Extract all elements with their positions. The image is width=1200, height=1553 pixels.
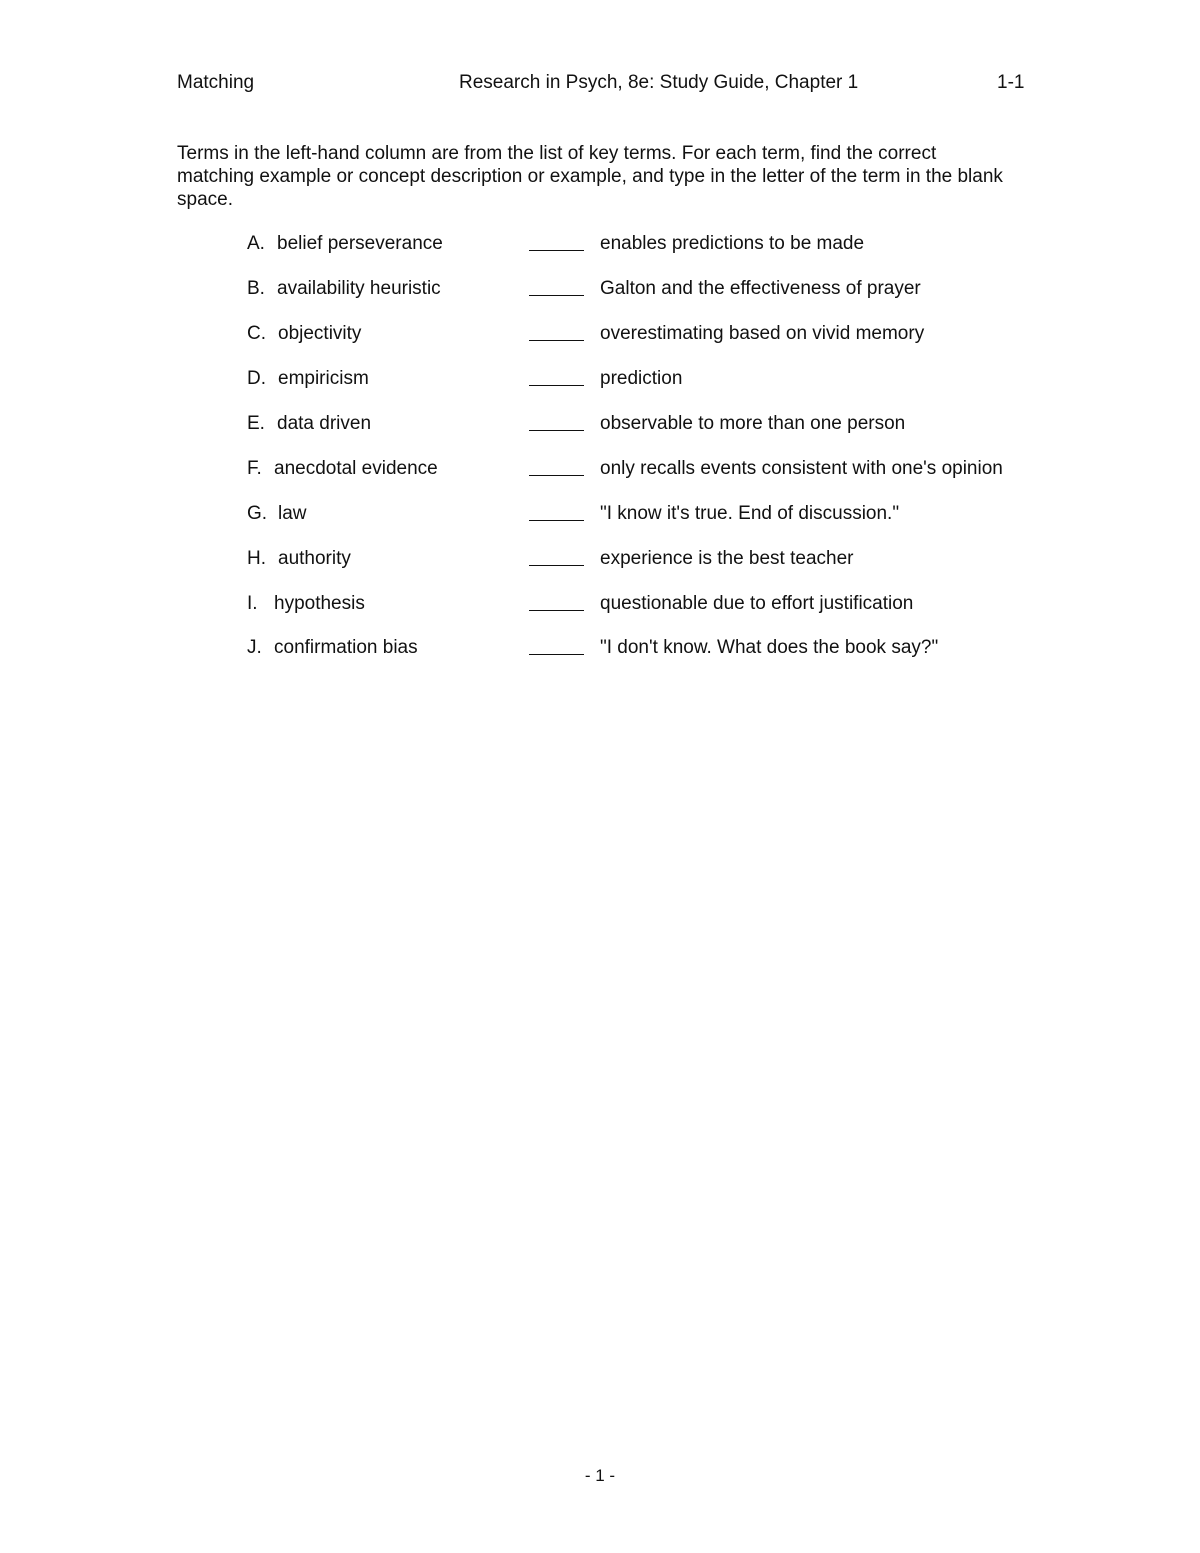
match-description: questionable due to effort justification	[600, 593, 914, 614]
match-description: overestimating based on vivid memory	[600, 323, 925, 344]
term-text: confirmation bias	[274, 637, 418, 658]
term-text: hypothesis	[274, 593, 365, 614]
matching-row	[0, 367, 1200, 391]
answer-blank[interactable]	[529, 475, 584, 476]
match-description: "I know it's true. End of discussion."	[600, 503, 900, 524]
match-description: experience is the best teacher	[600, 548, 854, 569]
instructions-paragraph: Terms in the left-hand column are from the list of key terms. For each term, find the correct matching example or concept description or example, and type in the letter of the term in the blank space.	[177, 143, 1003, 210]
answer-blank[interactable]	[529, 654, 584, 655]
matching-row	[0, 547, 1200, 571]
page-number: - 1 -	[584, 1466, 616, 1485]
answer-blank[interactable]	[529, 610, 584, 611]
answer-blank[interactable]	[529, 250, 584, 251]
term-letter: D.	[247, 368, 266, 389]
matching-row	[0, 412, 1200, 436]
answer-blank[interactable]	[529, 295, 584, 296]
term-text: data driven	[277, 413, 372, 434]
term-text: anecdotal evidence	[274, 458, 438, 479]
term-text: belief perseverance	[277, 233, 443, 254]
matching-row	[0, 277, 1200, 301]
match-description: only recalls events consistent with one's opinion	[600, 458, 1003, 479]
term-letter: C.	[247, 323, 266, 344]
term-letter: A.	[247, 233, 265, 254]
matching-row	[0, 457, 1200, 481]
term-letter: E.	[247, 413, 265, 434]
term-letter: F.	[247, 458, 262, 479]
term-text: authority	[278, 548, 351, 569]
header-section-label: Matching	[177, 72, 255, 93]
term-text: law	[278, 503, 307, 524]
term-letter: B.	[247, 278, 265, 299]
answer-blank[interactable]	[529, 385, 584, 386]
match-description: prediction	[600, 368, 683, 389]
match-description: Galton and the effectiveness of prayer	[600, 278, 921, 299]
term-text: empiricism	[278, 368, 369, 389]
matching-row	[0, 592, 1200, 616]
term-letter: J.	[247, 637, 262, 658]
match-description: enables predictions to be made	[600, 233, 865, 254]
matching-row	[0, 636, 1200, 660]
matching-row	[0, 232, 1200, 256]
term-text: objectivity	[278, 323, 362, 344]
answer-blank[interactable]	[529, 340, 584, 341]
header-page-ref: 1-1	[997, 72, 1025, 93]
matching-row	[0, 322, 1200, 346]
term-text: availability heuristic	[277, 278, 441, 299]
header-document-title: Research in Psych, 8e: Study Guide, Chapter 1	[459, 72, 859, 93]
match-description: "I don't know. What does the book say?"	[600, 637, 939, 658]
term-letter: I.	[247, 593, 258, 614]
answer-blank[interactable]	[529, 520, 584, 521]
match-description: observable to more than one person	[600, 413, 906, 434]
term-letter: G.	[247, 503, 268, 524]
matching-row	[0, 502, 1200, 526]
term-letter: H.	[247, 548, 266, 569]
answer-blank[interactable]	[529, 430, 584, 431]
answer-blank[interactable]	[529, 565, 584, 566]
